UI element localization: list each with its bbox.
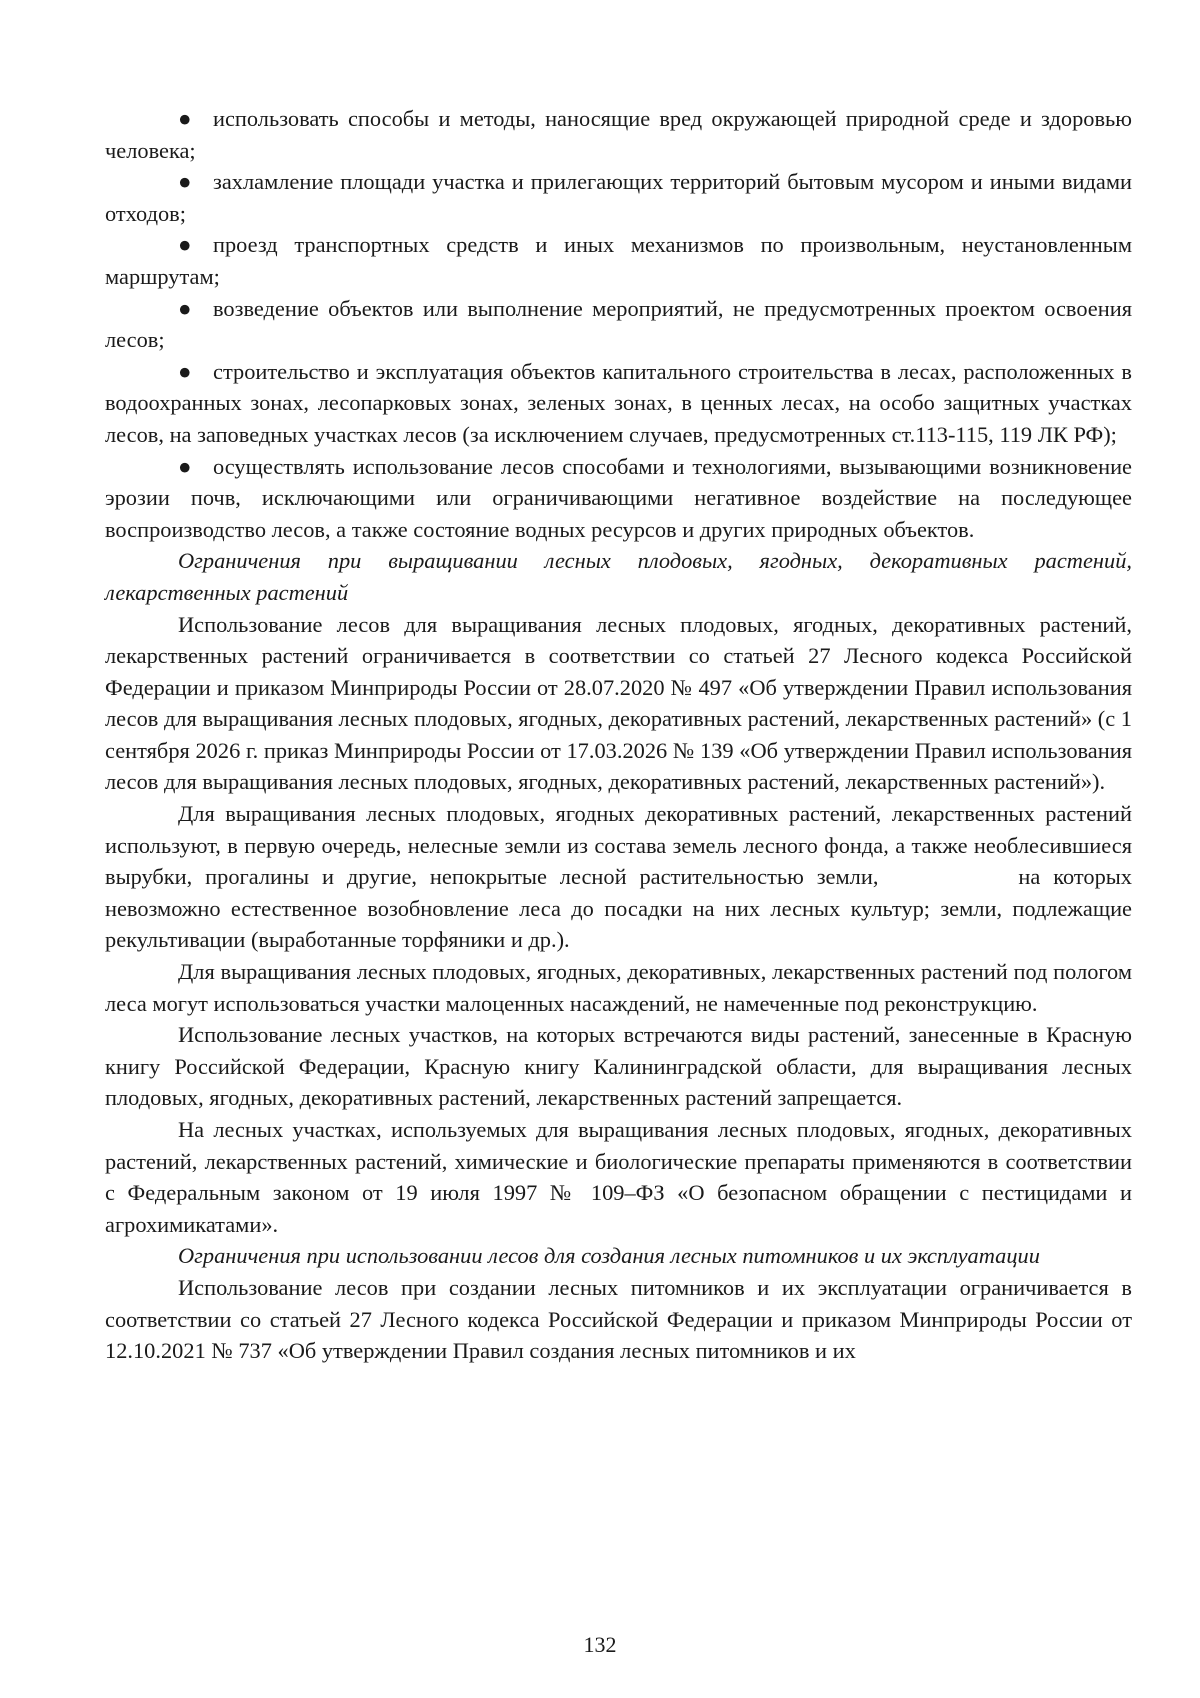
- bullet-icon: ●: [178, 358, 192, 384]
- bullet-item: [105, 103, 1132, 166]
- paragraph-text: на которых невозможно естественное возобновление леса до посадки на них лесных культур; земли, подлежащие рекультивации (выработанные торфяники и др.).: [105, 864, 1133, 953]
- bullet-icon: ●: [178, 232, 192, 258]
- section-heading: Ограничения при выращивании лесных плодовых, ягодных, декоративных растений, лекарственных растений: [105, 548, 1132, 605]
- bullet-icon: ●: [178, 106, 192, 131]
- bullet-item: [105, 166, 1132, 229]
- bullet-text: проезд транспортных средств и иных механизмов по произвольным, неустановленным маршрутам;: [105, 232, 1132, 289]
- paragraph: [105, 798, 1132, 956]
- bullet-icon: ●: [178, 295, 192, 321]
- bullet-item: [105, 356, 1132, 451]
- bullet-item: [105, 451, 1132, 546]
- paragraph-text: Для выращивания лесных плодовых, ягодных декоративных растений, лекарственных растений используют, в первую очередь, нелесные земли из состава земель лесного фонда, а также необлесившиеся вырубки, прогалины и другие, непокрытые лесной растительностью земли,: [105, 801, 1132, 890]
- paragraph: Использование лесных участков, на которых встречаются виды растений, занесенные в Красную книгу Российской Федерации, Красную книгу Калининградской области, для выращивания лесных плодовых, ягодных, декоративных растений, лекарственных растений запрещается.: [105, 1022, 1132, 1111]
- bullet-text: осуществлять использование лесов способами и технологиями, вызывающими возникновение эрозии почв, исключающими или ограничивающими негативное воздействие на последующее воспроизводство лесов, а также состояние водных ресурсов и других природных объектов.: [105, 453, 1132, 542]
- bullet-text: возведение объектов или выполнение мероприятий, не предусмотренных проектом освоения лесов;: [105, 295, 1132, 353]
- paragraph: На лесных участках, используемых для выращивания лесных плодовых, ягодных, декоративных растений, лекарственных растений, химические и биологические препараты применяются в соответствии с Федеральным законом от 19 июля 1997 № 109–ФЗ «О безопасном обращении с пестицидами и агрохимикатами».: [105, 1117, 1132, 1237]
- page-number: 132: [583, 1632, 617, 1657]
- bullet-text: захламление площади участка и прилегающих территорий бытовым мусором и иными видами отходов;: [105, 169, 1132, 226]
- paragraph: Для выращивания лесных плодовых, ягодных, декоративных, лекарственных растений под пологом леса могут использоваться участки малоценных насаждений, не намеченные под реконструкцию.: [105, 959, 1132, 1016]
- page-content: [105, 103, 1132, 1367]
- bullet-text: использовать способы и методы, наносящие вред окружающей природной среде и здоровью человека;: [105, 106, 1132, 163]
- bullet-item: [105, 229, 1132, 292]
- bullet-icon: ●: [178, 453, 192, 479]
- section-heading: Ограничения при использовании лесов для создания лесных питомников и их эксплуатации: [178, 1243, 1040, 1269]
- bullet-icon: ●: [178, 169, 192, 195]
- paragraph: Использование лесов для выращивания лесных плодовых, ягодных, декоративных растений, лекарственных растений ограничивается в соответствии со статьей 27 Лесного кодекса Российской Федерации и приказом Минприроды России от 28.07.2020 № 497 «Об утверждении Правил использования лесов для выращивания лесных плодовых, ягодных, декоративных растений, лекарственных растений» (с 1 сентября 2026 г. приказ Минприроды России от 17.03.2026 № 139 «Об утверждении Правил использования лесов для выращивания лесных плодовых, ягодных, декоративных растений, лекарственных растений»).: [105, 611, 1132, 795]
- paragraph: Использование лесов при создании лесных питомников и их эксплуатации ограничивается в соответствии со статьей 27 Лесного кодекса Российской Федерации и приказом Минприроды России от 12.10.2021 № 737 «Об утверждении Правил создания лесных питомников и их: [105, 1274, 1132, 1364]
- bullet-text: строительство и эксплуатация объектов капитального строительства в лесах, расположенных в водоохранных зонах, лесопарковых зонах, зеленых зонах, в ценных лесах, на особо защитных участках лесов, на заповедных участках лесов (за исключением случаев, предусмотренных ст.113-115, 119 ЛК РФ);: [105, 358, 1132, 447]
- bullet-item: [105, 293, 1132, 356]
